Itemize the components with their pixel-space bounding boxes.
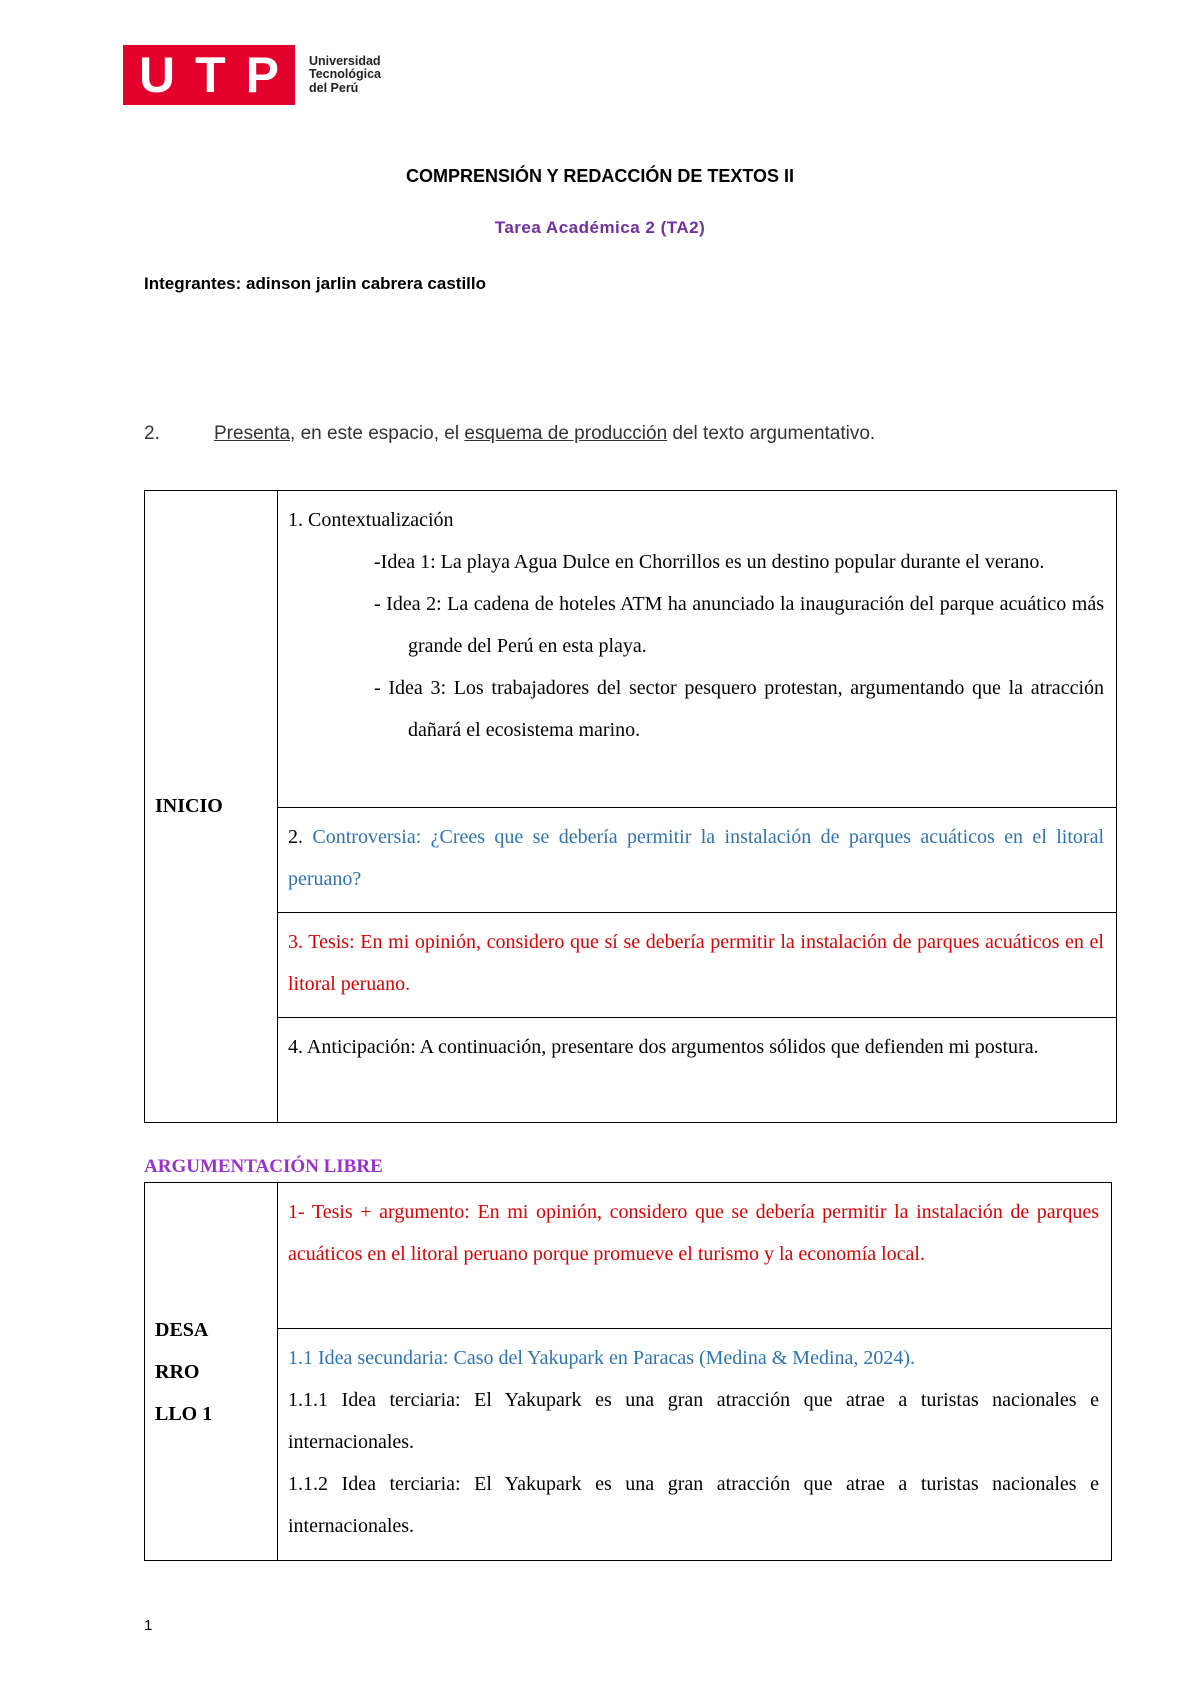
instruction-keyword-presenta: Presenta (214, 423, 291, 444)
thesis-argument-text: 1- Tesis + argumento: En mi opinión, considero que se debería permitir la instalación de parques acuáticos en el litoral peruano porque promueve el turismo y la economía local. (288, 1201, 1099, 1265)
document-title: COMPRENSIÓN Y REDACCIÓN DE TEXTOS II (405, 166, 795, 186)
context-idea-2: - Idea 2: La cadena de hoteles ATM ha anunciado la inauguración del parque acuático más grande del Perú en esta playa. (374, 593, 1104, 657)
secondary-idea: 1.1 Idea secundaria: Caso del Yakupark en Paracas (Medina & Medina, 2024). (288, 1347, 916, 1369)
context-idea-3: - Idea 3: Los trabajadores del sector pesquero protestan, argumentando que la atracción dañará el ecosistema marino. (374, 677, 1104, 741)
university-name-line: del Perú (309, 80, 359, 95)
logo-letter-t: T (195, 47, 226, 103)
page-number: 1 (144, 1617, 153, 1634)
desarrollo-label (145, 1183, 278, 1561)
thesis-argument-cell (278, 1183, 1112, 1329)
utp-logo-mark (123, 45, 295, 105)
utp-logo (123, 45, 381, 105)
controversy-cell (278, 808, 1117, 913)
university-name-line: Tecnológica (309, 67, 382, 82)
desarrollo-table (144, 1182, 1112, 1561)
inicio-table (144, 490, 1117, 1123)
argumentation-title: ARGUMENTACIÓN LIBRE (144, 1156, 383, 1177)
desarrollo-label-line: DESA (155, 1318, 209, 1341)
instruction (144, 423, 875, 445)
inicio-label: INICIO (145, 491, 278, 1123)
secondary-idea-cell (278, 1329, 1112, 1561)
instruction-text: del texto argumentativo. (667, 423, 876, 444)
desarrollo-label-line: RRO (155, 1360, 200, 1383)
tertiary-idea-2: 1.1.2 Idea terciaria: El Yakupark es una gran atracción que atrae a turistas nacionales e internacionales. (288, 1473, 1099, 1537)
context-idea-1: -Idea 1: La playa Agua Dulce en Chorrillos es un destino popular durante el verano. (374, 551, 1045, 573)
tertiary-idea-1: 1.1.1 Idea terciaria: El Yakupark es una gran atracción que atrae a turistas nacionales e internacionales. (288, 1389, 1099, 1453)
instruction-number: 2. (144, 423, 160, 444)
context-cell (278, 491, 1117, 808)
anticipation-cell (278, 1018, 1117, 1123)
document-subtitle: Tarea Académica 2 (TA2) (494, 218, 706, 237)
anticipation-text: 4. Anticipación: A continuación, presentare dos argumentos sólidos que defienden mi postura. (288, 1036, 1039, 1058)
instruction-keyword-esquema: esquema de producción (464, 423, 668, 444)
controversy-number: 2. (288, 826, 313, 848)
thesis-cell (278, 913, 1117, 1018)
logo-letter-u: U (138, 47, 176, 103)
university-name (309, 55, 381, 96)
members-line: Integrantes: adinson jarlin cabrera castillo (144, 274, 486, 293)
controversy-text: Controversia: ¿Crees que se debería permitir la instalación de parques acuáticos en el litoral peruano? (288, 826, 1105, 890)
thesis-text: 3. Tesis: En mi opinión, considero que sí se debería permitir la instalación de parques acuáticos en el litoral peruano. (288, 931, 1104, 995)
university-name-line: Universidad (309, 53, 381, 68)
logo-letter-p: P (245, 47, 279, 103)
desarrollo-label-line: LLO 1 (155, 1402, 213, 1425)
instruction-text: , en este espacio, el (290, 423, 465, 444)
context-title: 1. Contextualización (288, 509, 454, 531)
